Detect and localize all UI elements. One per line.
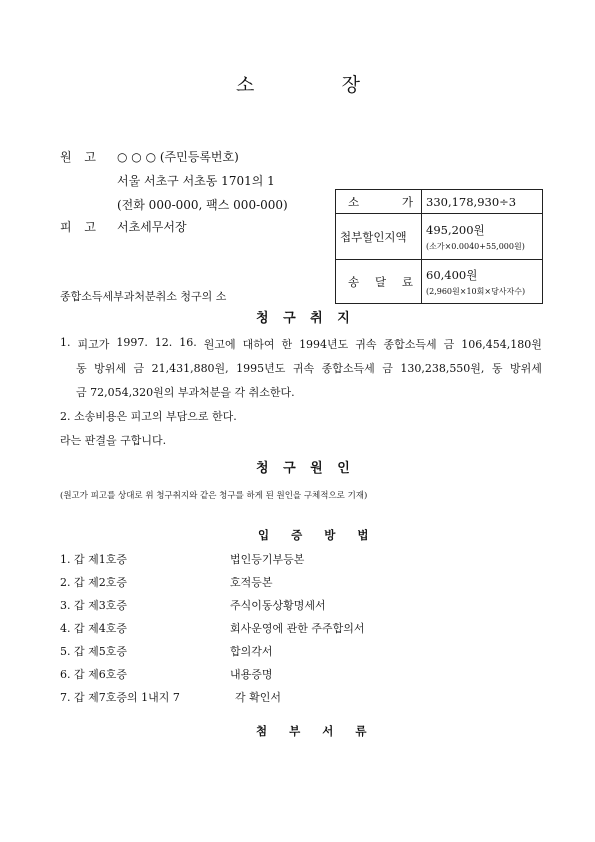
fee-stamp-amount: 495,200원 — [426, 222, 485, 237]
evidence-desc: 주식이동상황명세서 — [230, 599, 326, 612]
plaintiff-name: ○ ○ ○ (주민등록번호) — [117, 150, 239, 164]
fee-label-stamp: 첩부할인지액 — [336, 214, 422, 260]
claim-purpose-heading: 청 구 취 지 — [256, 311, 355, 326]
fee-stamp-formula: (소가×0.0040+55,000원) — [426, 241, 525, 251]
case-name: 종합소득세부과처분취소 청구의 소 — [60, 290, 227, 303]
evidence-desc: 호적등본 — [230, 576, 273, 589]
fee-service-cell — [422, 260, 543, 304]
evidence-no: 5. 갑 제5호증 — [60, 645, 127, 658]
plaintiff-address: 서울 서초구 서초동 1701의 1 — [117, 174, 275, 188]
defendant-label: 피 고 — [60, 220, 96, 234]
fee-service-amount: 60,400원 — [426, 267, 478, 282]
claim-cause-heading: 청 구 원 인 — [256, 461, 355, 476]
plaintiff-contact: (전화 000-000, 팩스 000-000) — [117, 198, 288, 212]
evidence-desc: 각 확인서 — [235, 691, 282, 704]
fee-label-value: 소 가 — [336, 190, 422, 214]
evidence-desc: 회사운영에 관한 주주합의서 — [230, 622, 365, 635]
evidence-no: 6. 갑 제6호증 — [60, 668, 127, 681]
claim-closing: 라는 판결을 구합니다. — [60, 434, 167, 447]
evidence-no: 4. 갑 제4호증 — [60, 622, 127, 635]
evidence-desc: 내용증명 — [230, 668, 273, 681]
fee-label-service: 송 달 료 — [336, 260, 422, 304]
evidence-no: 3. 갑 제3호증 — [60, 599, 127, 612]
fee-row-value — [336, 190, 543, 214]
claim-item-2: 2. 소송비용은 피고의 부담으로 한다. — [60, 410, 237, 423]
fee-row-service — [336, 260, 543, 304]
evidence-heading: 입 증 방 법 — [258, 528, 378, 542]
document-title: 소 장 — [236, 74, 362, 96]
evidence-no: 7. 갑 제7호증의 1내지 7 — [60, 691, 180, 704]
fee-table — [335, 189, 543, 304]
claim-item-1-line-3: 금 72,054,320원의 부과처분을 각 취소한다. — [76, 386, 295, 399]
evidence-desc: 합의각서 — [230, 645, 273, 658]
defendant-name: 서초세무서장 — [117, 220, 187, 234]
evidence-no: 1. 갑 제1호증 — [60, 553, 127, 566]
claim-item-1-line-1: 1. 피고가 1997. 12. 16. 원고에 대하여 한 1994년도 귀속 종합소득세 금 106,454,180원 — [60, 336, 542, 351]
claim-cause-note: (원고가 피고를 상대로 위 청구취지와 같은 청구를 하게 된 원인을 구체적으로 기재) — [60, 491, 368, 501]
fee-value-amount: 330,178,930÷3 — [422, 190, 543, 214]
attachments-heading: 첨 부 서 류 — [256, 724, 376, 738]
fee-stamp-cell — [422, 214, 543, 260]
plaintiff-label: 원 고 — [60, 150, 96, 164]
evidence-no: 2. 갑 제2호증 — [60, 576, 127, 589]
claim-item-1-line-2: 동 방위세 금 21,431,880원, 1995년도 귀속 종합소득세 금 130,238,550원, 동 방위세 — [76, 362, 542, 375]
fee-row-stamp — [336, 214, 543, 260]
evidence-desc: 법인등기부등본 — [230, 553, 305, 566]
fee-service-formula: (2,960원×10회×당사자수) — [426, 286, 526, 296]
